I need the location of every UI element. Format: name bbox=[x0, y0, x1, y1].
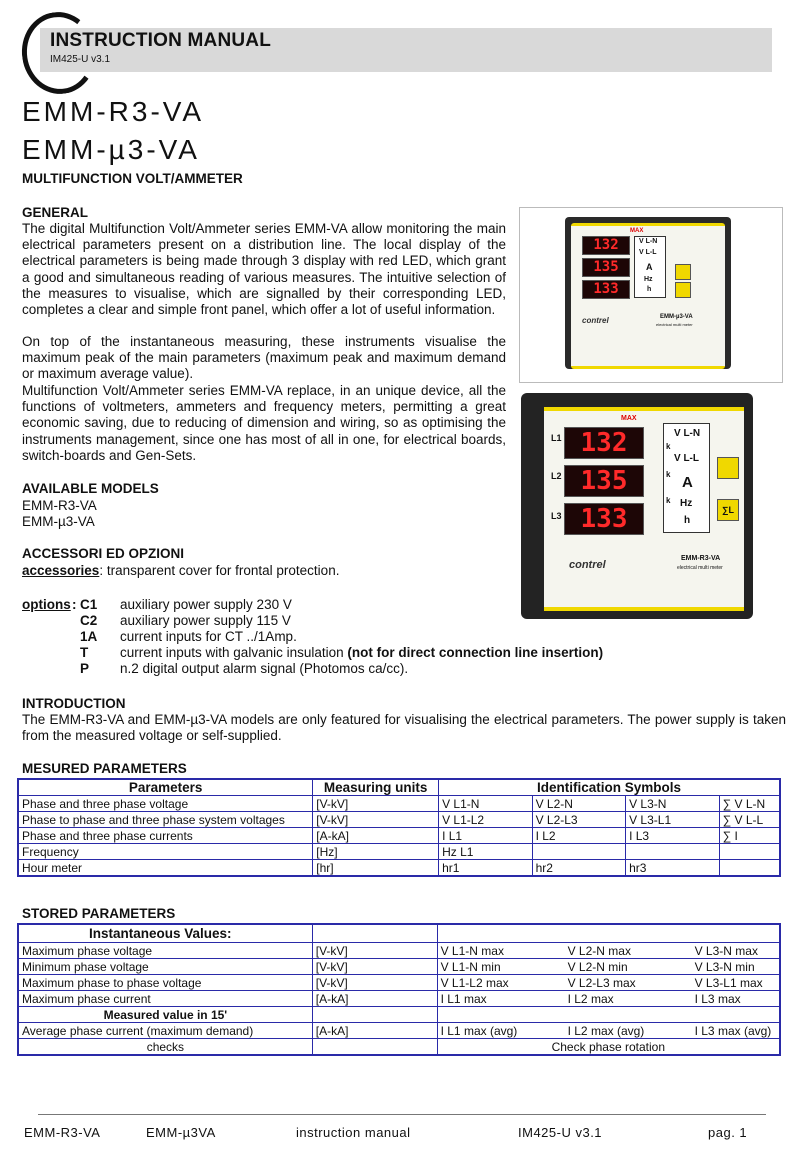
intro-text: The EMM-R3-VA and EMM-µ3-VA models are only featured for visualising the electrical parameters. The power supply is taken from the measured voltage or self-supplied. bbox=[22, 712, 786, 744]
stored-symbol: V L2-N min bbox=[567, 959, 628, 974]
model-item-2: EMM-µ3-VA bbox=[22, 514, 95, 529]
measured-row bbox=[18, 860, 780, 877]
device-big-image bbox=[521, 393, 781, 629]
device-small-model: EMM-µ3-VA bbox=[660, 314, 693, 320]
stored-param: Minimum phase voltage bbox=[18, 959, 312, 975]
stored-symbol: I L2 max bbox=[567, 991, 614, 1006]
stored-avg-sym-2: I L2 max (avg) bbox=[567, 1023, 645, 1038]
stored-param: Maximum phase current bbox=[18, 991, 312, 1007]
accessories-line bbox=[22, 563, 339, 578]
stored-param: Maximum phase to phase voltage bbox=[18, 975, 312, 991]
measured-row bbox=[18, 828, 780, 844]
measured-symbol: hr1 bbox=[439, 860, 533, 877]
measured-row bbox=[18, 844, 780, 860]
measured-symbol bbox=[719, 860, 780, 877]
stored-symbol: V L3-N max bbox=[694, 943, 758, 958]
stored-heading: STORED PARAMETERS bbox=[22, 906, 176, 921]
device-small-select-button[interactable] bbox=[675, 282, 691, 298]
device-small-image bbox=[519, 207, 783, 383]
model-title-2: EMM-µ3-VA bbox=[22, 134, 200, 165]
device-big-l3: L3 bbox=[551, 511, 562, 521]
option-desc-text: auxiliary power supply 115 V bbox=[120, 613, 291, 628]
measured-param: Phase to phase and three phase system voltages bbox=[18, 812, 313, 828]
header-title: INSTRUCTION MANUAL bbox=[50, 30, 272, 51]
stored-row bbox=[18, 943, 780, 959]
general-paragraph-3: Multifunction Volt/Ammeter series EMM-VA replace, in an unique device, all the functions of voltmeters, ammeters and frequency meters, permitting a great economic saving, due to reducing of dimension and wiring, so as optimising the instruments management, since one has most of all in one, for electrical boards, switch-boards and Gen-Sets. bbox=[22, 383, 506, 463]
measured-symbol: I L2 bbox=[532, 828, 626, 844]
measured-symbol bbox=[532, 844, 626, 860]
device-big-k-1: k bbox=[666, 442, 671, 451]
footer-rule bbox=[38, 1114, 766, 1115]
device-small-display-2: 135 bbox=[582, 258, 630, 277]
stored-symbol: V L2-N max bbox=[567, 943, 631, 958]
device-big-brand: contrel bbox=[569, 559, 606, 571]
measured-row bbox=[18, 812, 780, 828]
device-big-up-button[interactable] bbox=[717, 457, 739, 479]
stored-unit: [V-kV] bbox=[312, 975, 437, 991]
accessories-label: accessories bbox=[22, 563, 100, 578]
device-small-up-button[interactable] bbox=[675, 264, 691, 280]
stored-row bbox=[18, 959, 780, 975]
stored-instant-label: Instantaneous Values: bbox=[18, 924, 312, 943]
measured-param: Phase and three phase currents bbox=[18, 828, 313, 844]
device-big-model: EMM-R3-VA bbox=[681, 555, 721, 562]
device-big-display-3: 133 bbox=[564, 503, 644, 535]
measured-heading: MESURED PARAMETERS bbox=[22, 761, 187, 776]
device-big-label-vll: V L-L bbox=[674, 453, 699, 464]
measured-param: Hour meter bbox=[18, 860, 313, 877]
measured-unit: [hr] bbox=[313, 860, 439, 877]
model-title-1: EMM-R3-VA bbox=[22, 96, 205, 127]
option-code: 1A bbox=[80, 629, 98, 644]
stored-symbol: V L3-L1 max bbox=[694, 975, 763, 990]
footer-model-2: EMM-µ3VA bbox=[146, 1125, 216, 1140]
device-big-label-h: h bbox=[684, 515, 691, 526]
measured-header-units: Measuring units bbox=[313, 779, 439, 796]
device-small-label-vll: V L-L bbox=[639, 249, 657, 256]
device-big-label-hz: Hz bbox=[680, 498, 693, 509]
option-description bbox=[120, 645, 603, 660]
footer-page-number: pag. 1 bbox=[708, 1125, 748, 1140]
options-label: options bbox=[22, 597, 71, 612]
measured-symbol: hr3 bbox=[626, 860, 720, 877]
stored-measured-row bbox=[18, 1007, 780, 1023]
option-desc-bold: (not for direct connection line insertion) bbox=[347, 645, 604, 660]
stored-avg-row bbox=[18, 1023, 780, 1039]
measured-symbol: ∑ V L-L bbox=[719, 812, 780, 828]
device-big-sum-button[interactable]: ∑L bbox=[717, 499, 739, 521]
device-big-max: MAX bbox=[621, 415, 637, 422]
option-description bbox=[120, 629, 297, 644]
stored-row bbox=[18, 991, 780, 1007]
measured-header-row bbox=[18, 779, 780, 796]
option-desc-text: auxiliary power supply 230 V bbox=[120, 597, 292, 612]
stored-row bbox=[18, 975, 780, 991]
measured-row bbox=[18, 796, 780, 812]
measured-symbol: V L3-L1 bbox=[626, 812, 720, 828]
device-big-k-3: k bbox=[666, 496, 671, 505]
device-small-label-a: A bbox=[646, 262, 653, 272]
measured-param: Frequency bbox=[18, 844, 313, 860]
measured-symbol: V L1-L2 bbox=[439, 812, 533, 828]
page-subtitle: MULTIFUNCTION VOLT/AMMETER bbox=[22, 171, 243, 186]
option-description bbox=[120, 661, 408, 676]
stored-avg-sym-1: I L1 max (avg) bbox=[440, 1023, 518, 1038]
stored-unit: [V-kV] bbox=[312, 959, 437, 975]
stored-checks-value: Check phase rotation bbox=[437, 1039, 780, 1056]
option-description bbox=[120, 597, 292, 612]
stored-avg-sym-3: I L3 max (avg) bbox=[694, 1023, 772, 1038]
measured-symbol: Hz L1 bbox=[439, 844, 533, 860]
measured-symbol: I L3 bbox=[626, 828, 720, 844]
measured-symbol: V L1-N bbox=[439, 796, 533, 812]
measured-symbol: I L1 bbox=[439, 828, 533, 844]
measured-symbol: hr2 bbox=[532, 860, 626, 877]
device-big-l2: L2 bbox=[551, 471, 562, 481]
general-heading: GENERAL bbox=[22, 205, 89, 220]
option-code: T bbox=[80, 645, 89, 660]
device-big-display-2: 135 bbox=[564, 465, 644, 497]
accessories-heading: ACCESSORI ED OPZIONI bbox=[22, 546, 185, 561]
measured-unit: [V-kV] bbox=[313, 812, 439, 828]
device-big-label-vln: V L-N bbox=[674, 428, 701, 439]
option-code: C1 bbox=[80, 597, 98, 612]
measured-symbol: V L2-L3 bbox=[532, 812, 626, 828]
general-paragraph-1: The digital Multifunction Volt/Ammeter series EMM-VA allow monitoring the main electrical parameters present on a distribution line. The local display of the electrical parameters is being made through 3 display with red LED, which grant a good and simultaneous reading of various measures. The intuitive selection of the measures to visualise, which are signalled by their corresponding LED, completes a clear and simple front panel, which offer a lot of useful information. bbox=[22, 221, 506, 318]
stored-symbol: I L1 max bbox=[440, 991, 487, 1006]
device-small-label-h: h bbox=[647, 286, 652, 293]
header-logo-ring bbox=[17, 7, 102, 99]
stored-symbol: I L3 max bbox=[694, 991, 741, 1006]
device-small-label-hz: Hz bbox=[644, 276, 653, 283]
stored-measured-label: Measured value in 15' bbox=[18, 1007, 312, 1023]
stored-unit: [V-kV] bbox=[312, 943, 437, 959]
option-code: P bbox=[80, 661, 90, 676]
measured-param: Phase and three phase voltage bbox=[18, 796, 313, 812]
header-subtitle: IM425-U v3.1 bbox=[50, 54, 111, 65]
stored-checks-label: checks bbox=[18, 1039, 312, 1056]
stored-symbol: V L1-L2 max bbox=[440, 975, 509, 990]
measured-header-parameters: Parameters bbox=[18, 779, 313, 796]
stored-symbol: V L2-L3 max bbox=[567, 975, 636, 990]
measured-symbol: V L3-N bbox=[626, 796, 720, 812]
measured-unit: [V-kV] bbox=[313, 796, 439, 812]
device-small-desc: electrical multi meter bbox=[656, 322, 693, 327]
device-big-desc: electrical multi meter bbox=[677, 565, 723, 571]
device-big-label-a: A bbox=[682, 474, 693, 491]
accessories-text: : transparent cover for frontal protection. bbox=[99, 563, 340, 578]
measured-symbol: ∑ V L-N bbox=[719, 796, 780, 812]
device-small-max: MAX bbox=[630, 228, 644, 234]
device-small-brand: contrel bbox=[582, 316, 609, 325]
measured-table bbox=[17, 778, 781, 877]
measured-symbol bbox=[626, 844, 720, 860]
measured-symbol bbox=[719, 844, 780, 860]
measured-unit: [Hz] bbox=[313, 844, 439, 860]
stored-table bbox=[17, 923, 781, 1056]
general-paragraph-2: On top of the instantaneous measuring, these instruments visualise the maximum peak of the main parameters (maximum peak and maximum demand or maximum average value). bbox=[22, 334, 506, 382]
intro-heading: INTRODUCTION bbox=[22, 696, 126, 711]
footer-doc-code: IM425-U v3.1 bbox=[518, 1125, 603, 1140]
model-item-1: EMM-R3-VA bbox=[22, 498, 97, 513]
device-small-display-3: 133 bbox=[582, 280, 630, 299]
measured-symbol: ∑ I bbox=[719, 828, 780, 844]
stored-instant-row bbox=[18, 924, 780, 943]
option-desc-text: current inputs for CT ../1Amp. bbox=[120, 629, 297, 644]
stored-symbol: V L1-N min bbox=[440, 959, 501, 974]
footer-doc-type: instruction manual bbox=[296, 1125, 411, 1140]
measured-symbol: V L2-N bbox=[532, 796, 626, 812]
stored-param: Maximum phase voltage bbox=[18, 943, 312, 959]
models-heading: AVAILABLE MODELS bbox=[22, 481, 159, 496]
stored-checks-row bbox=[18, 1039, 780, 1056]
option-description bbox=[120, 613, 291, 628]
stored-symbol: V L1-N max bbox=[440, 943, 504, 958]
stored-unit: [A-kA] bbox=[312, 991, 437, 1007]
device-big-k-2: k bbox=[666, 470, 671, 479]
options-colon: : bbox=[72, 597, 77, 612]
footer-model-1: EMM-R3-VA bbox=[24, 1125, 101, 1140]
stored-avg-unit: [A-kA] bbox=[312, 1023, 437, 1039]
device-big-l1: L1 bbox=[551, 433, 562, 443]
measured-header-symbols: Identification Symbols bbox=[439, 779, 780, 796]
device-small-label-vln: V L-N bbox=[639, 238, 658, 245]
stored-symbol: V L3-N min bbox=[694, 959, 755, 974]
option-desc-text: n.2 digital output alarm signal (Photomos ca/cc). bbox=[120, 661, 409, 676]
device-small-display-1: 132 bbox=[582, 236, 630, 255]
option-desc-text: current inputs with galvanic insulation bbox=[120, 645, 348, 660]
measured-unit: [A-kA] bbox=[313, 828, 439, 844]
option-code: C2 bbox=[80, 613, 98, 628]
device-big-display-1: 132 bbox=[564, 427, 644, 459]
stored-avg-param: Average phase current (maximum demand) bbox=[18, 1023, 312, 1039]
